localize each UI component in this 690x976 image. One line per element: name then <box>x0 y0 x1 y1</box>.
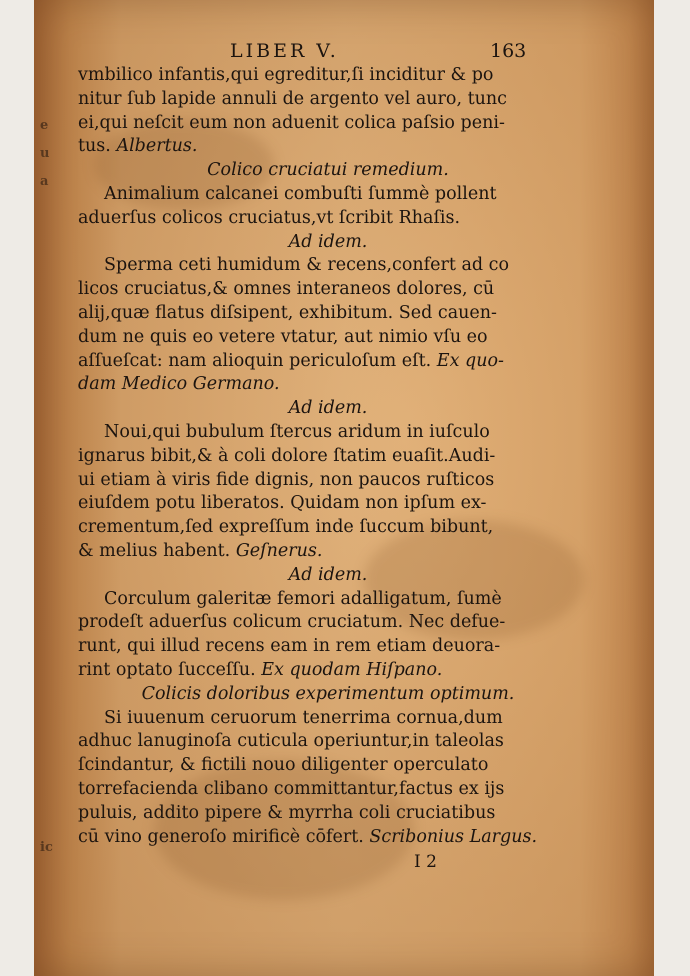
running-title: LIBER V. <box>230 40 339 62</box>
text-line: eiuſdem potu liberatos. Quidam non ipſum ex- <box>78 493 487 514</box>
text-line: ei,qui neſcit eum non aduenit colica paſsio peni- <box>78 112 505 133</box>
text-line: rint optato ſucceſſu. Ex quodam Hiſpano. <box>78 660 443 680</box>
text-line: dum ne quis eo vetere vtatur, aut nimio vſu eo <box>78 326 488 347</box>
text-line: Sperma ceti humidum & recens,confert ad co <box>104 255 509 276</box>
section-heading: Colicis doloribus experimentum optimum. <box>141 683 515 704</box>
text-line: torrefacienda clibano committantur,factus ex ijs <box>78 779 505 799</box>
text-line: cū vino generoſo mirificè cōfert. Scribonius Largus. <box>78 826 538 847</box>
page-number: 163 <box>490 40 527 62</box>
section-heading: Ad idem. <box>288 564 368 585</box>
text-line: dam Medico Germano. <box>78 374 280 395</box>
text-line: ſcindantur, & fictili nouo diligenter operculato <box>78 755 489 776</box>
text-line: Animalium calcanei combuſti ſummè pollent <box>104 184 497 204</box>
text-line: Corculum galeritæ femori adalligatum, ſumè <box>104 588 502 609</box>
section-heading: Colico cruciatui remedium. <box>207 160 449 181</box>
book-page <box>34 0 654 976</box>
text-line: ui etiam à viris fide dignis, non paucos ruſticos <box>78 469 495 490</box>
section-heading: Ad idem. <box>288 398 368 419</box>
margin-bleed-mark: u <box>40 146 50 161</box>
text-line: tus. Albertus. <box>78 136 198 157</box>
text-line: aduerſus colicos cruciatus,vt ſcribit Rhaſis. <box>78 207 461 228</box>
text-line: nitur ſub lapide annuli de argento vel auro, tunc <box>78 88 507 109</box>
text-line: vmbilico infantis,qui egreditur,ſi inciditur & po <box>78 65 494 85</box>
text-line: puluis, addito pipere & myrrha coli cruciatibus <box>78 802 496 823</box>
text-line: & melius habent. Geſnerus. <box>78 541 323 561</box>
section-heading: Ad idem. <box>288 231 368 252</box>
text-line: aſſueſcat: nam alioquin periculoſum eſt. Ex quo- <box>78 350 504 371</box>
text-line: adhuc lanuginoſa cuticula operiuntur,in taleolas <box>78 731 504 752</box>
text-line: prodeſt aduerſus colicum cruciatum. Nec defue- <box>78 612 506 633</box>
text-line: licos cruciatus,& omnes interaneos dolores, cū <box>78 279 495 300</box>
text-line: ignarus bibit,& à coli dolore ſtatim euaſit.Audi- <box>78 445 496 466</box>
text-line: Noui,qui bubulum ſtercus aridum in iuſculo <box>104 422 490 442</box>
text-line: crementum,ſed expreſſum inde ſuccum bibunt, <box>78 517 494 538</box>
margin-bleed-mark: ic <box>40 840 53 855</box>
margin-bleed-mark: a <box>40 174 49 189</box>
text-line: alij,quæ flatus diſsipent, exhibitum. Sed cauen- <box>78 303 497 323</box>
text-line: Si iuuenum ceruorum tenerrima cornua,dum <box>104 707 503 728</box>
signature-mark: I 2 <box>414 852 437 872</box>
text-line: runt, qui illud recens eam in rem etiam deuora- <box>78 636 501 657</box>
margin-bleed-mark: e <box>40 118 49 133</box>
